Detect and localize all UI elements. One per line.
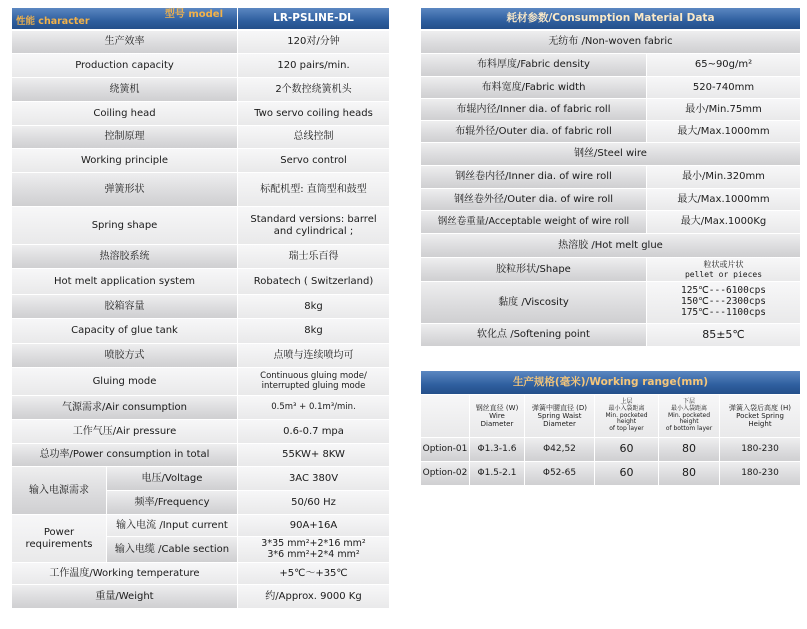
spec-header-label — [12, 8, 238, 30]
viscosity-150: 150℃---2300cps — [680, 296, 767, 308]
wire-diameter-header — [470, 395, 525, 438]
viscosity-125: 125℃---6100cps — [680, 285, 767, 297]
fabric-inner-label: 布辊内径/Inner dia. of fabric roll — [421, 99, 647, 121]
height-header-1: 弹簧入袋后高度 (H) — [729, 403, 791, 412]
fabric-outer-val: 最大/Max.1000mm — [647, 121, 801, 143]
softening-val: 85±5℃ — [647, 324, 801, 347]
range-blank-header — [421, 395, 470, 438]
option-02-height: 180-230 — [720, 462, 801, 486]
voltage-label: 电压/Voltage — [107, 467, 238, 491]
character-label: 性能 character — [16, 16, 90, 28]
control-cn: 控制原理 — [12, 126, 238, 149]
top-header-2: 最小入袋距离 — [608, 404, 645, 412]
material-title: 耗材参数/Consumption Material Data — [421, 8, 801, 30]
cable-val — [238, 537, 390, 563]
bottom-header-1: 下层 — [682, 397, 695, 405]
voltage-val: 3AC 380V — [238, 467, 390, 491]
option-02-bottom: 80 — [659, 462, 720, 486]
fabric-outer-label: 布辊外径/Outer dia. of fabric roll — [421, 121, 647, 143]
power-req-en: Power requirements — [12, 515, 107, 563]
hot-glue-header: 热溶胶 /Hot melt glue — [421, 234, 801, 258]
gluing-cn-val: 点喷与连续喷均可 — [238, 344, 390, 368]
gluing-en: Gluing mode — [12, 368, 238, 396]
wire-header-3: Diameter — [480, 420, 514, 429]
width-label: 布料宽度/Fabric width — [421, 77, 647, 99]
glue-sys-en-val: Robatech ( Switzerland) — [238, 269, 390, 295]
option-01-label: Option-01 — [421, 438, 470, 462]
softening-label: 软化点 /Softening point — [421, 324, 647, 347]
range-title: 生产规格(毫米)/Working range(mm) — [421, 371, 801, 395]
waist-diameter-header — [525, 395, 595, 438]
wire-outer-val: 最大/Max.1000mm — [647, 189, 801, 211]
glue-sys-cn: 热溶胶系统 — [12, 245, 238, 269]
control-en-val: Servo control — [238, 149, 390, 173]
waist-header-2: Spring Waist — [537, 411, 582, 420]
shape-cn-val: 标配机型: 直筒型和鼓型 — [238, 173, 390, 207]
temperature: 工作温度/Working temperature — [12, 563, 238, 585]
shape-val-2: pellet or pieces — [684, 269, 763, 279]
viscosity-val — [647, 282, 801, 324]
efficiency-cn: 生产效率 — [12, 31, 238, 54]
width-val: 520-740mm — [647, 77, 801, 99]
option-02-label: Option-02 — [421, 462, 470, 486]
option-01-wire: Φ1.3-1.6 — [470, 438, 525, 462]
nonwoven-header: 无纺布 /Non-woven fabric — [421, 31, 801, 54]
frequency-val: 50/60 Hz — [238, 491, 390, 515]
option-01-waist: Φ42,52 — [525, 438, 595, 462]
air-pressure: 工作气压/Air pressure — [12, 420, 238, 444]
power-total-val: 55KW+ 8KW — [238, 444, 390, 467]
wire-weight-label: 钢丝卷重量/Acceptable weight of wire roll — [421, 211, 647, 234]
current-label: 输入电流 /Input current — [107, 515, 238, 537]
weight: 重量/Weight — [12, 585, 238, 609]
option-01-bottom: 80 — [659, 438, 720, 462]
top-layer-header — [595, 395, 659, 438]
bottom-layer-header — [659, 395, 720, 438]
efficiency-cn-val: 120对/分钟 — [238, 31, 390, 54]
current-val: 90A+16A — [238, 515, 390, 537]
option-01-top: 60 — [595, 438, 659, 462]
height-header-2: Pocket Spring — [736, 411, 784, 420]
coiling-en: Coiling head — [12, 102, 238, 126]
waist-header-3: Diameter — [543, 420, 576, 429]
cable-val-2: 3*6 mm²+2*4 mm² — [267, 548, 360, 560]
top-header-3: Min. pocketed height — [605, 411, 648, 426]
gluing-en-val: Continuous gluing mode/ interrupted gluing mode — [238, 368, 390, 396]
wire-inner-label: 钢丝卷内径/Inner dia. of wire roll — [421, 166, 647, 189]
control-cn-val: 总线控制 — [238, 126, 390, 149]
option-02-top: 60 — [595, 462, 659, 486]
capacity-en: Production capacity — [12, 54, 238, 78]
fabric-inner-val: 最小/Min.75mm — [647, 99, 801, 121]
glue-sys-en: Hot melt application system — [12, 269, 238, 295]
shape-cn: 弹簧形状 — [12, 173, 238, 207]
glue-sys-cn-val: 瑞士乐百得 — [238, 245, 390, 269]
height-header-3: Height — [748, 420, 772, 429]
capacity-en-val: 120 pairs/min. — [238, 54, 390, 78]
tank-cn: 胶箱容量 — [12, 295, 238, 319]
wire-header-2: Wire — [489, 411, 505, 420]
control-en: Working principle — [12, 149, 238, 173]
viscosity-label: 黏度 /Viscosity — [421, 282, 647, 324]
shape-label: 胶粒形状/Shape — [421, 258, 647, 282]
steel-header: 钢丝/Steel wire — [421, 143, 801, 166]
bottom-header-2: 最小入袋距离 — [670, 404, 707, 412]
wire-header-1: 钢丝直径 (W) — [475, 403, 519, 412]
wire-outer-label: 钢丝卷外径/Outer dia. of wire roll — [421, 189, 647, 211]
top-header-1: 上层 — [620, 397, 633, 405]
air-consumption-val: 0.5m³ + 0.1m³/min. — [238, 396, 390, 420]
temperature-val: +5℃～+35℃ — [238, 563, 390, 585]
bottom-header-3: Min. pocketed height — [667, 411, 711, 426]
option-02-wire: Φ1.5-2.1 — [470, 462, 525, 486]
power-total: 总功率/Power consumption in total — [12, 444, 238, 467]
shape-val-1: 粒状或片状 — [703, 260, 744, 270]
coiling-cn-val: 2个数控绕簧机头 — [238, 78, 390, 102]
pocket-height-header — [720, 395, 801, 438]
frequency-label: 频率/Frequency — [107, 491, 238, 515]
wire-inner-val: 最小/Min.320mm — [647, 166, 801, 189]
shape-en-val: Standard versions: barrel and cylindrical ; — [238, 207, 390, 245]
model-value: LR-PSLINE-DL — [238, 8, 390, 30]
tank-en: Capacity of glue tank — [12, 319, 238, 344]
viscosity-175: 175℃---1100cps — [680, 306, 767, 318]
air-pressure-val: 0.6-0.7 mpa — [238, 420, 390, 444]
cable-label: 输入电缆 /Cable section — [107, 537, 238, 563]
coiling-cn: 绕簧机 — [12, 78, 238, 102]
tank-en-val: 8kg — [238, 319, 390, 344]
top-header-4: of top layer — [609, 425, 644, 433]
coiling-en-val: Two servo coiling heads — [238, 102, 390, 126]
gluing-cn: 喷胶方式 — [12, 344, 238, 368]
wire-weight-val: 最大/Max.1000Kg — [647, 211, 801, 234]
density-val: 65~90g/m² — [647, 54, 801, 77]
density-label: 布料厚度/Fabric density — [421, 54, 647, 77]
waist-header-1: 弹簧中腰直径 (D) — [531, 403, 588, 412]
model-label: 型号 model — [164, 9, 223, 20]
tank-cn-val: 8kg — [238, 295, 390, 319]
cable-val-1: 3*35 mm²+2*16 mm² — [261, 537, 366, 549]
air-consumption: 气源需求/Air consumption — [12, 396, 238, 420]
shape-en: Spring shape — [12, 207, 238, 245]
weight-val: 约/Approx. 9000 Kg — [238, 585, 390, 609]
power-req-cn: 输入电源需求 — [12, 467, 107, 515]
option-01-height: 180-230 — [720, 438, 801, 462]
option-02-waist: Φ52-65 — [525, 462, 595, 486]
bottom-header-4: of bottom layer — [665, 425, 713, 433]
shape-val — [647, 258, 801, 282]
